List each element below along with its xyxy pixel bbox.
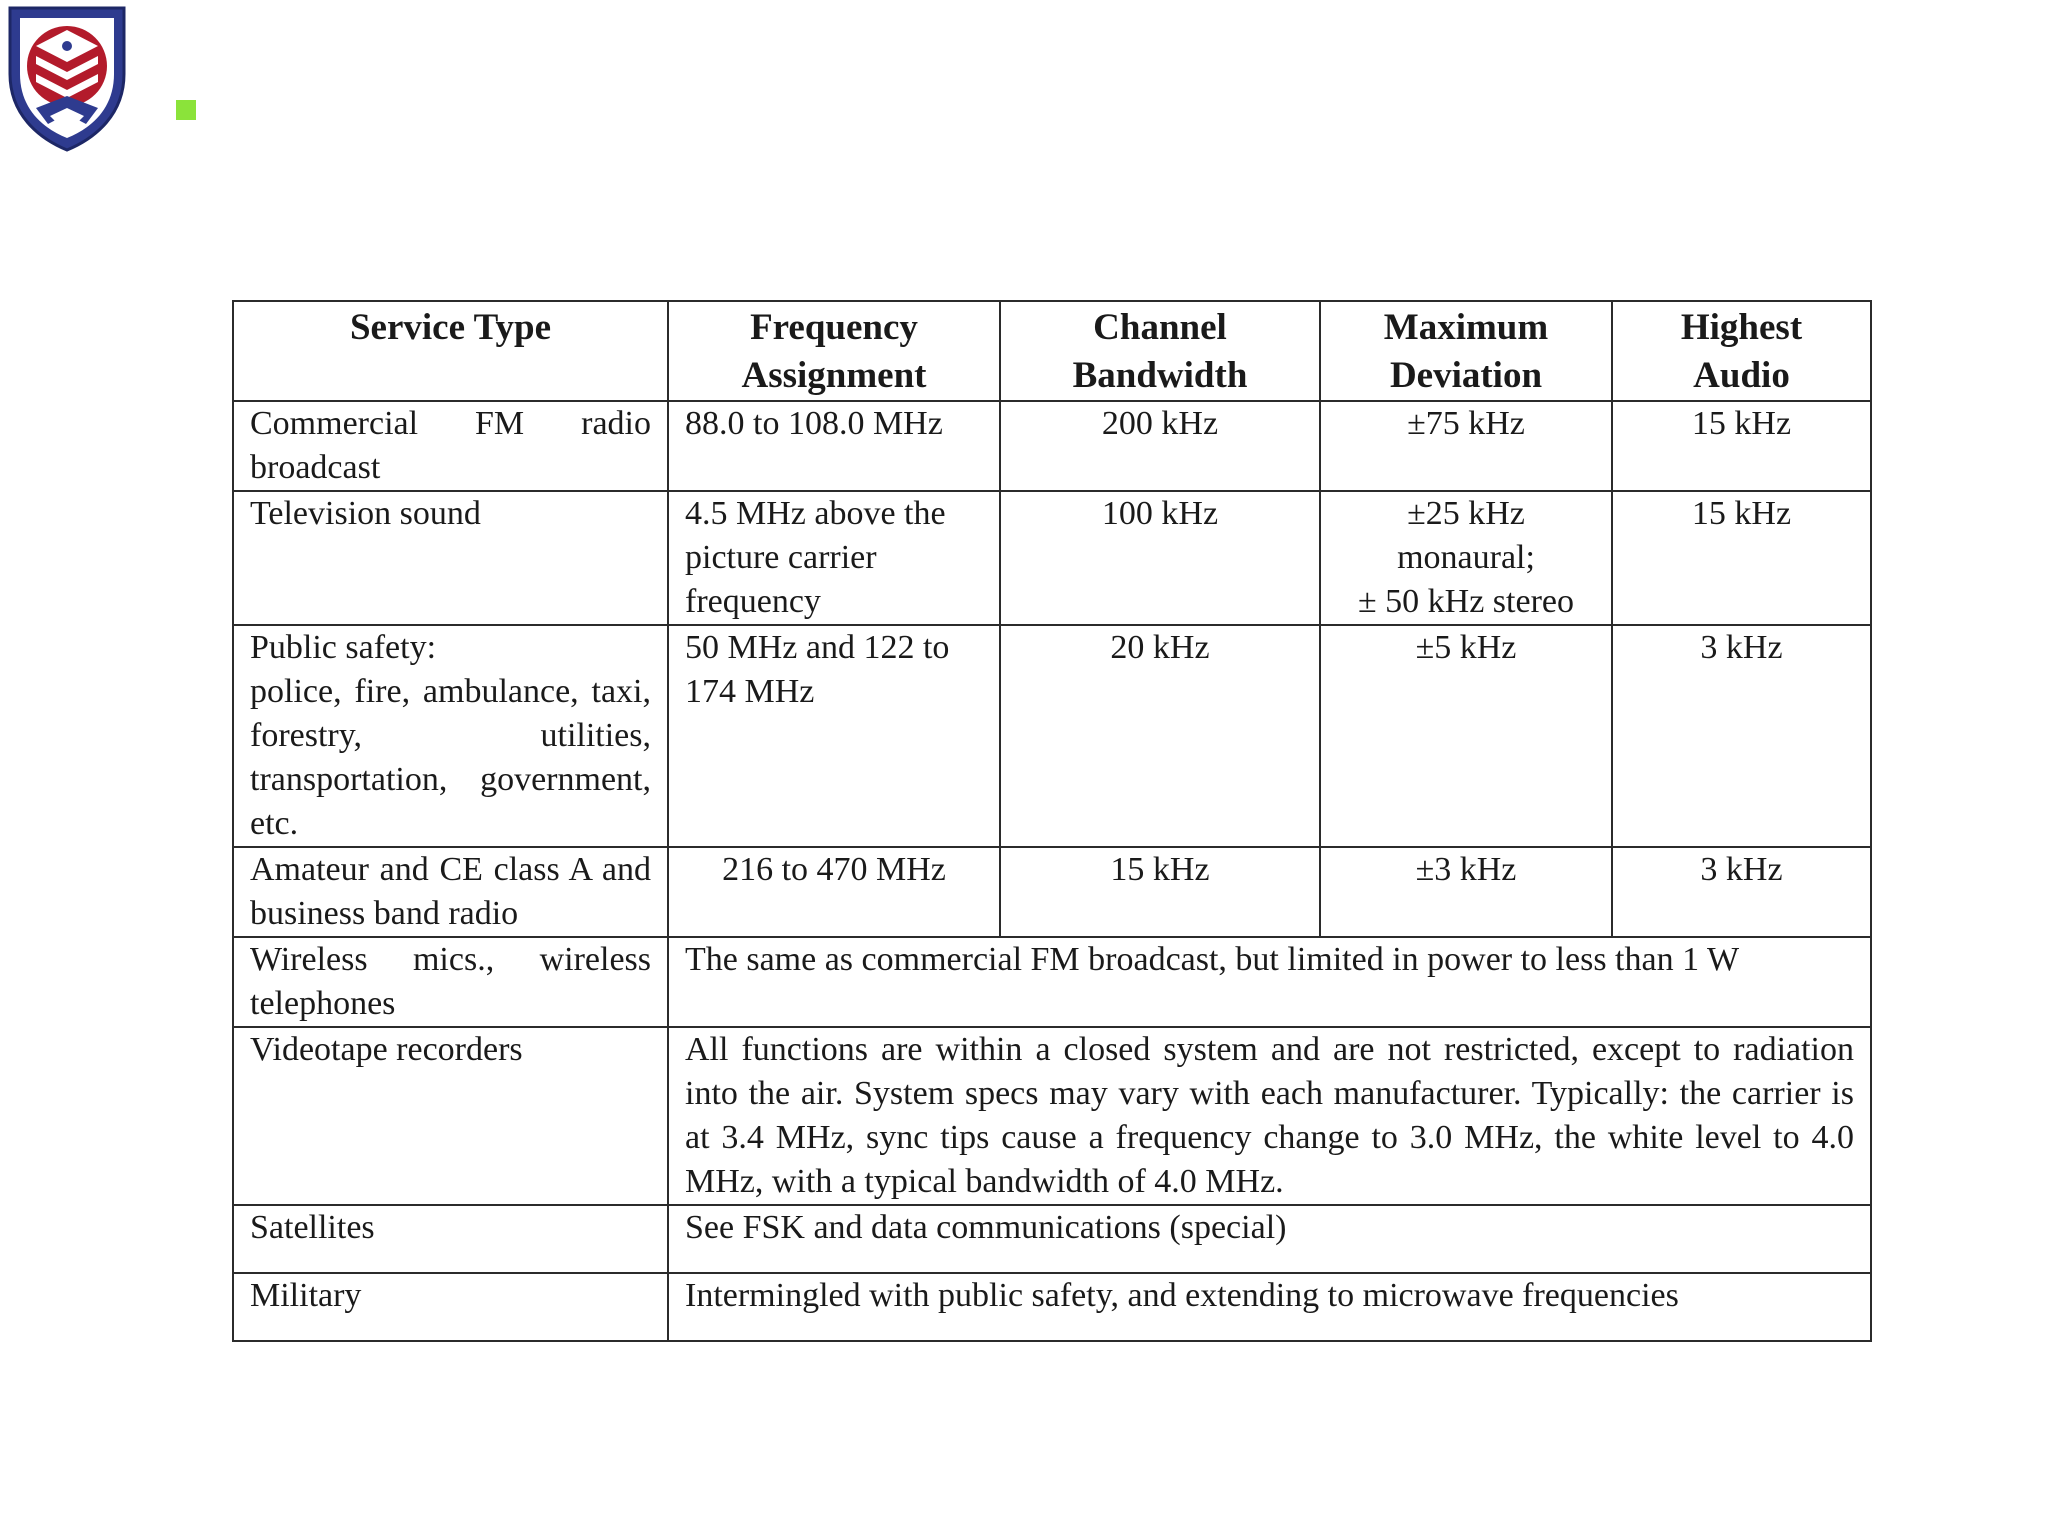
- cell-frequency: 50 MHz and 122 to 174 MHz: [668, 625, 1000, 847]
- cell-audio: 3 kHz: [1612, 625, 1871, 847]
- table-row: [233, 1027, 1871, 1205]
- table-row: [233, 1273, 1871, 1341]
- cell-bandwidth: 15 kHz: [1000, 847, 1320, 937]
- cell-bandwidth: 200 kHz: [1000, 401, 1320, 491]
- cell-service: Videotape recorders: [233, 1027, 668, 1205]
- cell-note: All functions are within a closed system and are not restricted, except to radiation into the air. System specs may vary with each manufacturer. Typically: the carrier is at 3.4 MHz, sync tips cause a frequency change to 3.0 MHz, the white level to 4.0 MHz, with a typical bandwidth of 4.0 MHz.: [668, 1027, 1871, 1205]
- table-row: [233, 401, 1871, 491]
- cell-frequency: 4.5 MHz above the picture carrier frequency: [668, 491, 1000, 625]
- cell-service: Television sound: [233, 491, 668, 625]
- cell-service: Wireless mics., wireless telephones: [233, 937, 668, 1027]
- cell-note: Intermingled with public safety, and extending to microwave frequencies: [668, 1273, 1871, 1341]
- cell-service: Amateur and CE class A and business band radio: [233, 847, 668, 937]
- header-highest-audio: Highest Audio: [1612, 301, 1871, 401]
- cell-frequency: 216 to 470 MHz: [668, 847, 1000, 937]
- cell-frequency: 88.0 to 108.0 MHz: [668, 401, 1000, 491]
- table-row: [233, 491, 1871, 625]
- cell-deviation: ±3 kHz: [1320, 847, 1612, 937]
- header-frequency-assignment: Frequency Assignment: [668, 301, 1000, 401]
- cell-service: Commercial FM radio broadcast: [233, 401, 668, 491]
- cell-service: Military: [233, 1273, 668, 1341]
- header-channel-bandwidth: Channel Bandwidth: [1000, 301, 1320, 401]
- header-maximum-deviation: Maximum Deviation: [1320, 301, 1612, 401]
- cell-audio: 15 kHz: [1612, 401, 1871, 491]
- cell-bandwidth: 20 kHz: [1000, 625, 1320, 847]
- cell-note: See FSK and data communications (special): [668, 1205, 1871, 1273]
- cell-deviation: ±25 kHz monaural; ± 50 kHz stereo: [1320, 491, 1612, 625]
- cell-audio: 3 kHz: [1612, 847, 1871, 937]
- cell-note: The same as commercial FM broadcast, but limited in power to less than 1 W: [668, 937, 1871, 1027]
- cell-deviation: ±75 kHz: [1320, 401, 1612, 491]
- fm-services-table: [232, 300, 1872, 1342]
- table-row: [233, 625, 1871, 847]
- bullet-marker: [176, 100, 196, 120]
- cell-bandwidth: 100 kHz: [1000, 491, 1320, 625]
- table-row: [233, 937, 1871, 1027]
- cell-service: Satellites: [233, 1205, 668, 1273]
- table-row: [233, 1205, 1871, 1273]
- cell-audio: 15 kHz: [1612, 491, 1871, 625]
- cell-service: Public safety: police, fire, ambulance, taxi, forestry, utilities, transportation, government, etc.: [233, 625, 668, 847]
- university-shield-icon: [6, 4, 128, 152]
- table-row: [233, 847, 1871, 937]
- table-header-row: [233, 301, 1871, 401]
- header-service-type: Service Type: [233, 301, 668, 401]
- cell-deviation: ±5 kHz: [1320, 625, 1612, 847]
